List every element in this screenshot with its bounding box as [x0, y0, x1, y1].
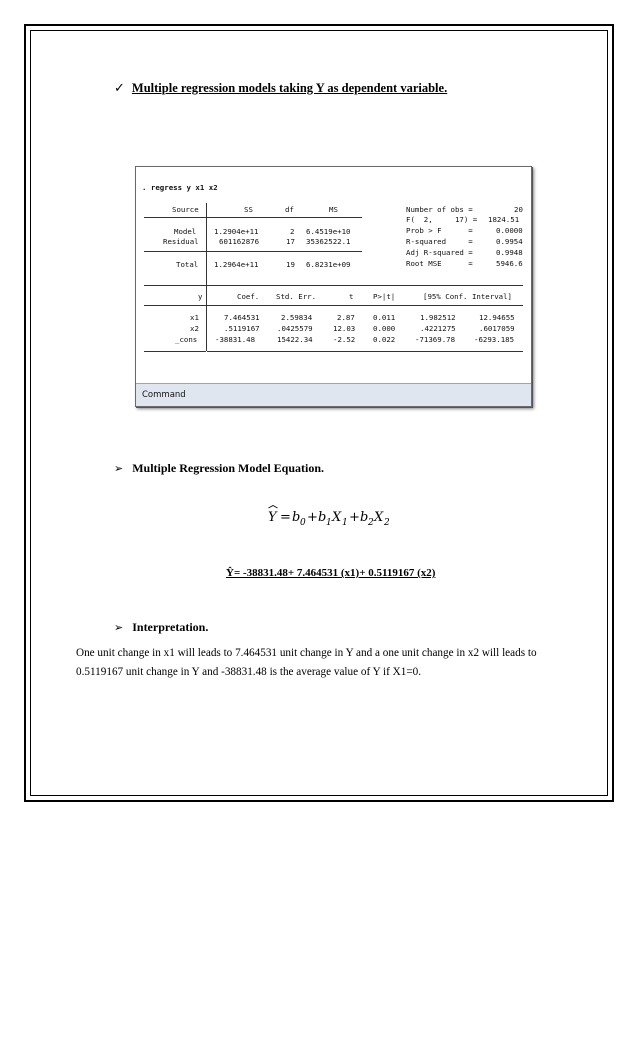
coef-p: 0.011 [373, 313, 396, 322]
coef-t: 12.03 [333, 324, 356, 333]
formula-sub1: 1 [326, 518, 332, 528]
interpretation-paragraph: One unit change in x1 will leads to 7.464531 unit change in Y and a one unit change in x2 will leads to 0.5119167 unit change in Y and -38831.48 is the average value of Y if X1=0. [76, 647, 537, 678]
formula-x2: X [374, 510, 384, 525]
formula-plus1: + [307, 510, 318, 525]
anova-header-ss: SS [244, 205, 253, 214]
coef-se: .0425579 [277, 324, 313, 333]
anova-ms: 35362522.1 [306, 237, 351, 246]
arrow-bullet-icon: ➢ [114, 621, 124, 634]
stat-value: 0.9948 [496, 248, 523, 257]
coef-value: 7.464531 [224, 313, 260, 322]
stat-label: Number of obs = [406, 205, 473, 214]
coef-ci-lo: -71369.78 [415, 335, 456, 344]
formula-yhat: Y [268, 510, 277, 525]
anova-ms: 6.4519e+10 [306, 227, 351, 236]
anova-header-source: Source [172, 205, 199, 214]
formula-x1: X [332, 510, 342, 525]
anova-source: Residual [163, 237, 199, 246]
anova-df: 17 [286, 237, 295, 246]
coef-var: x1 [190, 313, 199, 322]
coef-ci-hi: .6017059 [479, 324, 515, 333]
coef-header-ci: [95% Conf. Interval] [423, 292, 512, 301]
heading-text: Multiple Regression Model Equation. [132, 461, 325, 475]
coef-p: 0.000 [373, 324, 396, 333]
coef-header-coef: Coef. [237, 292, 260, 301]
section-heading-interpretation [114, 620, 208, 635]
anova-header-df: df [285, 205, 294, 214]
stat-value: 5946.6 [496, 259, 523, 268]
command-label: Command [142, 390, 186, 400]
results-window [136, 167, 531, 384]
coef-var: x2 [190, 324, 199, 333]
formula-b1: b [318, 510, 327, 525]
hat-mark [269, 506, 278, 509]
section-heading-regression [114, 81, 447, 96]
stat-label: Adj R-squared = [406, 248, 473, 257]
coef-var: _cons [175, 335, 198, 344]
stat-value: 0.0000 [496, 226, 523, 235]
coef-value: .5119167 [224, 324, 260, 333]
anova-source: Model [174, 227, 197, 236]
anova-df: 2 [290, 227, 295, 236]
coef-t: 2.87 [337, 313, 355, 322]
coef-ci-hi: 12.94655 [479, 313, 515, 322]
coef-se: 2.59834 [281, 313, 313, 322]
coef-t: -2.52 [333, 335, 356, 344]
stat-value: 0.9954 [496, 237, 523, 246]
formula-sub2: 2 [368, 518, 374, 528]
arrow-bullet-icon: ➢ [114, 462, 124, 475]
anova-df: 19 [286, 260, 295, 269]
formula-sub0: 0 [300, 518, 306, 528]
fitted-equation: Ŷ= -38831.48+ 7.464531 (x1)+ 0.5119167 (x2) [226, 567, 436, 579]
stat-label: R-squared = [406, 237, 473, 246]
stat-value: 1824.51 [488, 215, 520, 224]
section-heading-equation [114, 461, 324, 476]
anova-source: Total [176, 260, 199, 269]
heading-text: Interpretation. [132, 620, 209, 634]
anova-ss: 1.2904e+11 [214, 227, 259, 236]
coef-header-se: Std. Err. [276, 292, 317, 301]
stat-label: F( 2, 17) = [406, 215, 478, 224]
command-echo: . regress y x1 x2 [142, 183, 218, 192]
stata-output-screenshot [135, 166, 532, 407]
model-equation-formula [268, 504, 418, 530]
coef-header-t: t [349, 292, 354, 301]
anova-header-ms: MS [329, 205, 338, 214]
stat-label: Root MSE = [406, 259, 473, 268]
stat-value: 20 [514, 205, 523, 214]
coef-value: -38831.48 [215, 335, 256, 344]
anova-ss: 601162876 [219, 237, 260, 246]
coef-ci-lo: .4221275 [420, 324, 456, 333]
formula-subx1: 1 [342, 518, 348, 528]
formula-subx2: 2 [384, 518, 390, 528]
coef-p: 0.022 [373, 335, 396, 344]
formula-b0: b [292, 510, 301, 525]
coef-ci-lo: 1.982512 [420, 313, 456, 322]
anova-ss: 1.2964e+11 [214, 260, 259, 269]
coef-header-p: P>|t| [373, 292, 396, 301]
command-bar[interactable] [136, 383, 531, 406]
coef-ci-hi: -6293.185 [474, 335, 515, 344]
coef-header-var: y [198, 292, 203, 301]
heading-text: Multiple regression models taking Y as dependent variable. [131, 81, 448, 95]
stat-label: Prob > F = [406, 226, 473, 235]
formula-b2: b [360, 510, 369, 525]
anova-ms: 6.8231e+09 [306, 260, 351, 269]
checkmark-icon: ✓ [114, 81, 125, 96]
formula-equals: = [280, 510, 291, 525]
formula-plus2: + [349, 510, 360, 525]
coef-se: 15422.34 [277, 335, 313, 344]
